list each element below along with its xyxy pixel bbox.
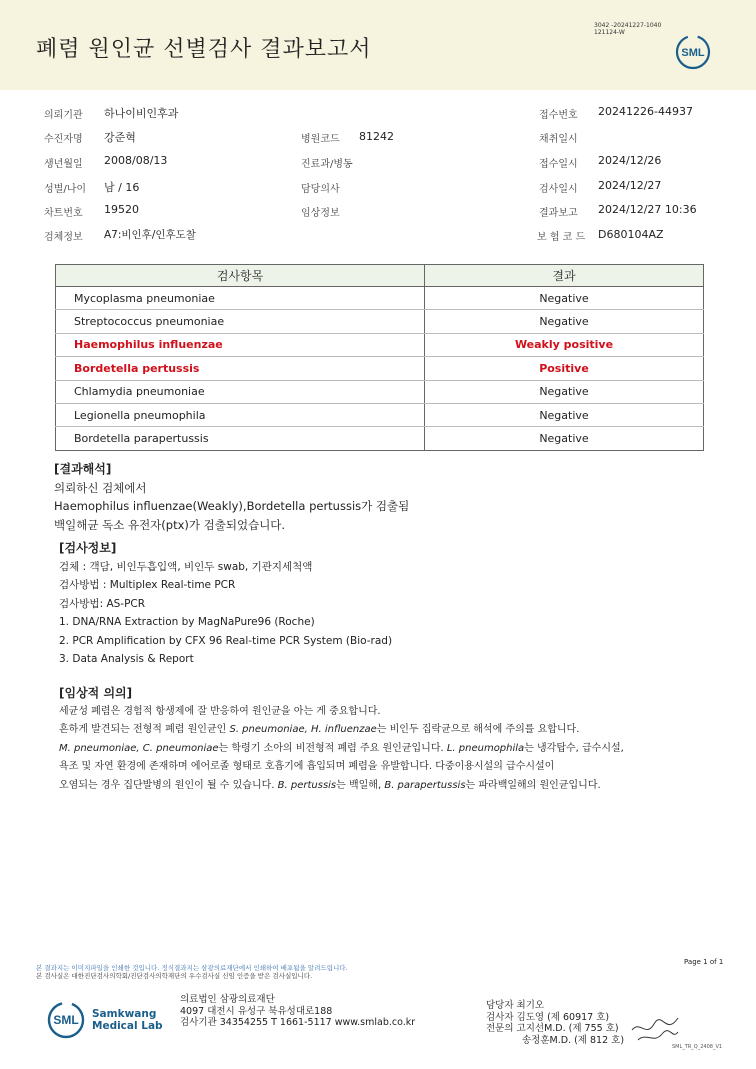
signatory-line: 담당자 최기오 [486,1000,545,1011]
footer-signatories [486,1000,624,1046]
clinical-line [59,721,624,740]
clinical-organism: S. pneumoniae, H. influenzae [229,724,377,736]
test-date-value: 2024/12/27 [598,179,662,192]
clinical-text: 오염되는 경우 집단발병의 원인이 될 수 있습니다. [59,779,278,791]
clinical-text: 는 백일해, [336,779,385,791]
hospital-code-value: 81242 [359,130,394,143]
table-row [56,287,704,310]
interpretation-line: 백일해균 독소 유전자(ptx)가 검출되었습니다. [54,517,286,532]
footer-address [180,994,415,1029]
footer-address-line: 의료법인 삼광의료재단 [180,994,275,1005]
clinical-section [59,684,624,796]
receipt-date-label: 접수일시 [539,159,578,170]
test-item: Haemophilus influenzae [56,333,425,356]
test-result: Positive [425,357,704,380]
report-title: 폐렴 원인균 선별검사 결과보고서 [36,37,372,62]
test-item: Chlamydia pneumoniae [56,380,425,403]
test-result: Negative [425,287,704,310]
table-row [56,357,704,380]
footer-brand-line1: Samkwang [92,1008,157,1020]
sex-age-label: 성별/나이 [44,184,87,195]
table-row [56,403,704,426]
test-result: Negative [425,380,704,403]
institution-value: 하나이비인후과 [104,107,179,120]
clinical-heading: [임상적 의의] [59,686,133,700]
chart-value: 19520 [104,203,139,216]
clinical-text: 는 비인두 집락균으로 해석에 주의를 요합니다. [376,724,580,736]
clinical-text: 는 냉각탑수, 급수시설, [524,742,624,754]
insurance-label: 보 험 코 드 [537,232,586,243]
results-table [55,264,704,451]
doctor-label: 담당의사 [301,184,340,195]
clinical-organism: B. pertussis [277,779,337,791]
test-info-line: 검사방법: AS-PCR [59,597,146,610]
receipt-date-value: 2024/12/26 [598,154,662,167]
test-info-line: 1. DNA/RNA Extraction by MagNaPure96 (Roche) [59,616,315,628]
dept-label: 진료과/병동 [301,159,353,170]
col-item-header: 검사항목 [56,265,425,287]
patient-label: 수진자명 [44,134,83,145]
test-result: Negative [425,427,704,450]
insurance-value: D680104AZ [598,228,664,241]
sml-footer-logo-text: SML [53,1013,79,1027]
test-item: Bordetella pertussis [56,357,425,380]
signatory-line: 검사자 김도영 (제 60917 호) [486,1011,610,1023]
test-date-label: 검사일시 [539,184,578,195]
footer-notice-print: 본 결과지는 이미지파일을 인쇄한 것입니다. 정식결과지는 삼광의료재단에서 인쇄하여 배포됨을 알려드립니다. [36,964,348,972]
interpretation-line: Haemophilus influenzae(Weakly),Bordetella pertussis가 검출됨 [54,499,410,513]
patient-value: 강준혁 [104,131,136,144]
report-date-label: 결과보고 [539,208,578,219]
report-code-line2: 121124-W [594,29,625,36]
footer-notice-accreditation: 본 검사실은 대한진단검사의학회/진단검사의학재단의 우수검사실 신임 인증을 받은 검사실입니다. [36,972,313,980]
test-info-line: 검사방법 : Multiplex Real-time PCR [59,579,236,591]
test-info-line: 2. PCR Amplification by CFX 96 Real-time PCR System (Bio-rad) [59,634,393,647]
receipt-no-label: 접수번호 [539,110,578,121]
clinical-text: 는 파라백일해의 원인균입니다. [465,779,601,791]
institution-label: 의뢰기관 [44,110,83,121]
chart-label: 차트번호 [44,208,83,219]
clinical-text: 흔하게 발견되는 전형적 폐렴 원인균인 [59,724,230,736]
specimen-value: A7:비인후/인후도찰 [104,229,196,241]
footer-brand-line2: Medical Lab [92,1020,163,1032]
test-info-line: 검체 : 객담, 비인두흡입액, 비인두 swab, 기관지세척액 [59,560,313,573]
report-code [594,22,661,36]
test-item: Streptococcus pneumoniae [56,310,425,333]
test-result: Negative [425,403,704,426]
table-row [56,310,704,333]
footer-address-line: 검사기관 34354255 T 1661-5117 www.smlab.co.kr [180,1017,416,1028]
birth-label: 생년월일 [44,159,83,170]
hospital-code-label: 병원코드 [301,134,340,145]
collect-date-label: 채취일시 [539,134,578,145]
signatory-line: 전문의 고지선M.D. (제 755 호) [486,1023,619,1034]
table-row [56,380,704,403]
footer-address-line: 4097 대전시 유성구 북유성대로188 [180,1005,333,1017]
sml-logo [672,34,714,70]
sex-age-value: 남 / 16 [104,181,140,194]
table-row [56,427,704,450]
test-item: Bordetella parapertussis [56,427,425,450]
col-result-header: 결과 [425,265,704,287]
test-info-line: 3. Data Analysis & Report [59,653,194,665]
birth-value: 2008/08/13 [104,154,168,167]
specimen-label: 검체정보 [44,232,83,243]
clinical-organism: M. pneumoniae, C. pneumoniae [59,742,219,754]
clinical-text: 욕조 및 자연 환경에 존재하며 에어로졸 형태로 호흡기에 흡입되며 폐렴을 유발합니다. 다중이용시설의 급수시설이 [59,761,555,773]
table-header-row [56,265,704,287]
clinical-info-label: 임상정보 [301,208,340,219]
sml-footer-logo [44,1000,90,1040]
handwritten-signature [630,1010,680,1046]
test-info-section [59,539,392,669]
receipt-no-value: 20241226-44937 [598,105,693,118]
test-result: Weakly positive [425,333,704,356]
test-item: Mycoplasma pneumoniae [56,287,425,310]
clinical-line [59,703,624,722]
form-code: SML_TR_Q_2408_V1 [672,1044,723,1050]
clinical-text: 는 학령기 소아의 비전형적 폐렴 주요 원인균입니다. [218,742,447,754]
interpretation-section [54,460,409,534]
test-result: Negative [425,310,704,333]
clinical-organism: B. parapertussis [384,779,466,791]
signatory-line: 송정훈M.D. (제 812 호) [522,1034,625,1046]
page-number: Page 1 of 1 [684,958,724,966]
sml-logo-text: SML [681,47,705,59]
interpretation-heading: [결과해석] [54,462,112,476]
table-row [56,333,704,356]
report-date-value: 2024/12/27 10:36 [598,203,697,216]
clinical-line [59,758,624,777]
clinical-text: 세균성 폐렴은 경험적 항생제에 잘 반응하여 원인균을 아는 게 중요합니다. [59,705,381,717]
clinical-organism: L. pneumophila [446,742,525,754]
report-code-line1: 3042 -20241227-1040 [594,22,662,29]
test-info-heading: [검사정보] [59,541,117,555]
test-item: Legionella pneumophila [56,403,425,426]
clinical-line [59,777,624,796]
footer-brand [92,1008,163,1032]
clinical-line [59,740,624,759]
interpretation-line: 의뢰하신 검체에서 [54,480,147,495]
